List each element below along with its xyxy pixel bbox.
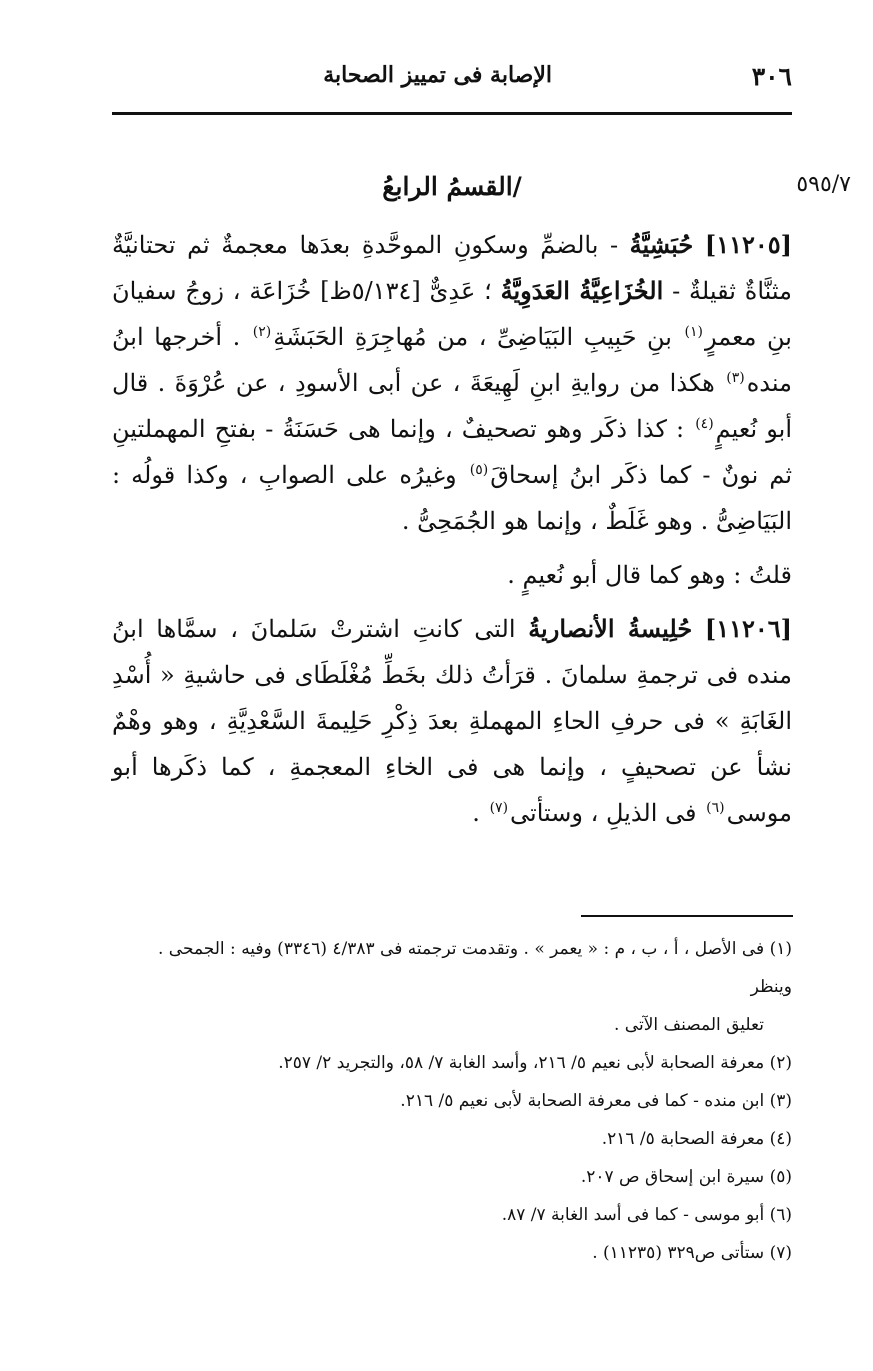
footnote-5: (٥) سيرة ابن إسحاق ص ٢٠٧. <box>580 1167 792 1187</box>
author-comment <box>112 552 792 598</box>
footnote-7: (٧) ستأتى ص٣٢٩ (١١٢٣٥) . <box>592 1243 792 1263</box>
main-text <box>112 222 792 844</box>
footnote-ref: (٢) <box>252 324 272 340</box>
footnote-ref: (١) <box>684 324 703 340</box>
running-title: الإصابة فى تمييز الصحابة <box>323 62 552 88</box>
entry-text: ؛ عَدِىٌّ [٥/١٣٤ظ] خُزَاعَة ، زوجُ سفيانَ بنِ معمرٍ <box>112 277 792 351</box>
footnote-3: (٣) ابن منده - كما فى معرفة الصحابة لأبى نعيم ٥/ ٢١٦. <box>400 1091 792 1111</box>
entry-number: [١١٢٠٦] <box>704 614 793 643</box>
footnote-separator <box>581 915 793 917</box>
entry-name: حُبَشِيَّةُ <box>629 230 694 259</box>
header-rule <box>112 112 792 115</box>
entry-text: : كذا ذكَر وهو تصحيفٌ ، وإنما هى حَسَنَةُ - بفتحِ المهملتينِ ثم نونٌ - كما ذكَر ابنُ إسحاقَ <box>112 415 792 489</box>
entry-text: فى الذيلِ ، وستأتى <box>510 799 697 827</box>
page-header <box>112 62 792 98</box>
footnote-ref: (٣) <box>726 370 745 386</box>
footnote-ref: (٥) <box>469 462 489 478</box>
footnote-ref: (٧) <box>489 800 509 816</box>
footnote-ref: (٤) <box>695 416 714 432</box>
footnote-ref: (٦) <box>706 800 725 816</box>
footnote-6: (٦) أبو موسى - كما فى أسد الغابة ٧/ ٨٧. <box>501 1205 792 1225</box>
entry-text: بنِ حَبِيبِ البَيَاضِىِّ ، من مُهاجِرَةِ الحَبَشَةِ <box>273 323 672 351</box>
entry-text: - بالضمِّ وسكونِ الموحَّدةِ بعدَها معجمةٌ ثم تحتانيَّةٌ مثنَّاةٌ ثقيلةٌ - <box>112 231 792 305</box>
footnote-2: (٢) معرفة الصحابة لأبى نعيم ٥/ ٢١٦، وأسد الغابة ٧/ ٥٨، والتجريد ٢/ ٢٥٧. <box>278 1053 792 1073</box>
entry-11205 <box>112 222 792 544</box>
footnote-4: (٤) معرفة الصحابة ٥/ ٢١٦. <box>601 1129 792 1149</box>
entry-text: التى كانتِ اشترتْ سَلمانَ ، سمَّاها ابنُ منده فى ترجمةِ سلمانَ . قرَأتُ ذلك بخَطِّ مُغْلَطَاى فى حاشيةِ « أُسْدِ الغَابَةِ » فى حرفِ الحاءِ المهملةِ بعدَ ذِكْرِ حَلِيمةَ السَّعْدِيَّةِ ، وهو وهْمٌ نشأ عن تصحيفٍ ، وإنما هى فى الخاءِ المعجمةِ ، كما ذكَرها أبو موسى <box>112 615 792 827</box>
entry-nisba: الخُزَاعِيَّةُ العَدَوِيَّةُ <box>500 276 664 305</box>
page-number: ٣٠٦ <box>751 62 792 91</box>
entry-text: . أخرجها ابنُ منده <box>112 323 793 397</box>
entry-number: [١١٢٠٥] <box>704 230 792 259</box>
entry-name: حُلِيسةُ الأنصاريةُ <box>528 614 693 643</box>
section-title: /القسمُ الرابعُ <box>382 172 522 201</box>
comment-text: قلتُ : وهو كما قال أبو نُعيمٍ . <box>507 561 792 589</box>
entry-text: هكذا من روايةِ ابنِ لَهِيعَةَ ، عن أبى الأسودِ ، عن عُرْوَةَ . قال أبو نُعيمٍ <box>112 369 792 443</box>
entry-text: . <box>472 799 480 827</box>
footnotes <box>112 930 792 1272</box>
footnote-1-continued: تعليق المصنف الآتى . <box>613 1015 764 1035</box>
margin-reference: ٥٩٥/٧ <box>796 172 851 197</box>
entry-11206 <box>112 606 792 836</box>
entry-text: وغيرُه على الصوابِ ، وكذا قولُه : البَيَاضِىُّ . وهو غَلَطٌ ، وإنما هو الجُمَحِىُّ . <box>112 461 792 535</box>
footnote-1: (١) فى الأصل ، أ ، ب ، م : « يعمر » . وتقدمت ترجمته فى ٤/٣٨٣ (٣٣٤٦) وفيه : الجمحى . وينظر <box>158 939 792 997</box>
